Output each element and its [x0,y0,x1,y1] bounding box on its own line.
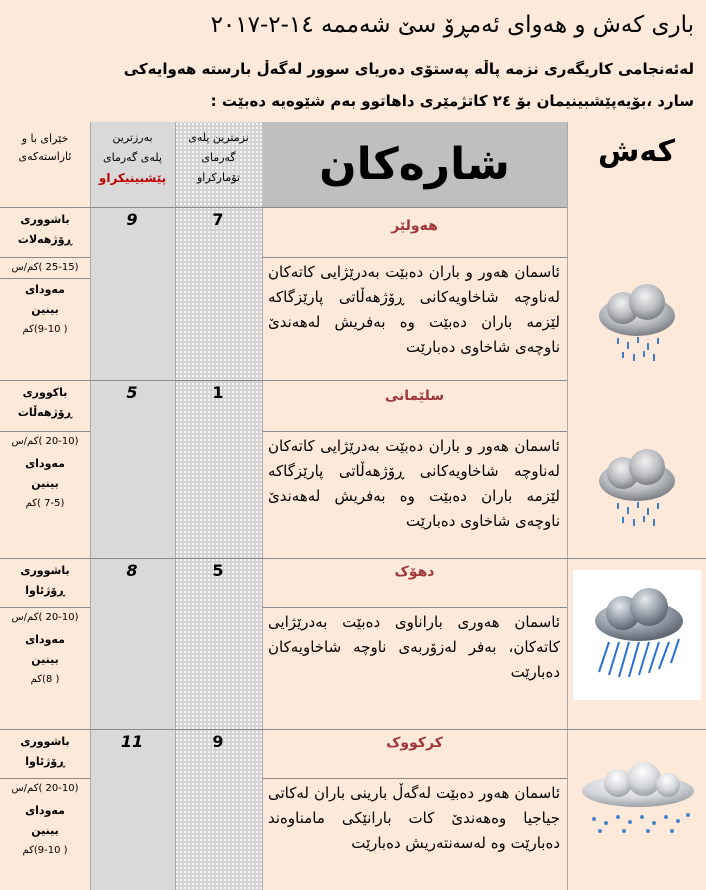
forecast-table [0,122,706,890]
heavy-rain-icon [573,570,701,700]
max-temp-erbil: 9 [126,210,138,229]
min-temp-duhok: 5 [212,561,224,580]
description-kirkuk: ئاسمان هەور دەبێت لەگەڵ بارینی باران لەکاتی جیاجیا وەهەندێ کات بارانێکی مامناوەند دەبارێت وە لەسەنتەریش دەبارێت [268,784,560,852]
description-sulaymaniyah: ئاسمان هەور و باران دەبێت بەدرێژایی کاتەکان لەناوچە شاخاویەکانی ڕۆژهەڵاتی پارێزگاکە لێزمە باران دەبێت وە بەفریش لەهەندێ ناوچەی شاخاوی دەبارێت [268,437,560,530]
weather-column-header: کەش [597,134,676,169]
description-duhok: ئاسمان هەوری باراناوی دەبێت بەدرێژایی کاتەکان، بەفر لەزۆربەی ناوچە شاخاویەکان دەبارێت [268,613,560,681]
cloud-drizzle-icon [567,742,706,852]
min-temp-column-header: نزمترین پلەی گەرمای تۆمارکراو [188,131,249,184]
cities-column-header: شارەکان [262,122,567,207]
max-temp-sulaymaniyah: 5 [126,383,138,402]
city-name-kirkuk: کرکووک [386,735,443,751]
description-erbil: ئاسمان هەور و باران دەبێت بەدرێژایی کاتەکان لەناوچە شاخاویەکانی ڕۆژهەڵاتی پارێزگاکە لێزمە باران دەبێت وە بەفریش لەهەندێ ناوچەی شاخاوی دەبارێت [268,263,560,356]
city-name-sulaymaniyah: سلێمانی [384,388,445,404]
report-title: باری کەش و هەوای ئەمڕۆ سێ شەممە ١٤-٢-٢٠١٧ [210,12,694,38]
visibility-erbil: مەودای بینین ( 9-10)کم [22,283,68,335]
cloud-rain-icon [567,422,706,552]
cloud-rain-icon [567,257,706,387]
min-temp-column [175,122,262,890]
wind-speed-duhok: (20-10 )کم/س [11,612,79,623]
wind-direction-kirkuk: باشووری ڕۆژئاوا [20,735,70,768]
wind-direction-duhok: باشووری ڕۆژئاوا [20,564,70,597]
min-temp-kirkuk: 9 [212,732,224,751]
report-header [0,0,706,122]
visibility-kirkuk: مەودای بینین ( 9-10)کم [22,804,68,856]
visibility-duhok: مەودای بینین ( 8)کم [25,633,65,685]
wind-speed-sulaymaniyah: (20-10 )کم/س [11,436,79,447]
city-name-erbil: هەولێر [391,218,438,234]
report-intro-line-2: سارد ،بۆیەپێشبینیمان بۆ ٢٤ کاتژمێری داهاتوو بەم شێوەیە دەبێت : [210,92,694,110]
wind-speed-kirkuk: (20-10 )کم/س [11,783,79,794]
min-temp-erbil: 7 [212,210,224,229]
max-temp-column-header: بەرزترین پلەی گەرمای پێشبینیکراو [98,131,167,185]
visibility-sulaymaniyah: مەودای بینین (7-5 )کم [25,457,65,509]
wind-speed-erbil: (25-15 )کم/س [11,262,79,273]
max-temp-kirkuk: 11 [120,732,144,751]
wind-direction-erbil: باشووری ڕۆژهەلات [17,213,73,246]
min-temp-sulaymaniyah: 1 [212,383,224,402]
max-temp-column [90,122,175,890]
wind-column-header: خێرای با و ئاراستەکەی [18,132,72,163]
wind-direction-sulaymaniyah: باکووری ڕۆژهەڵات [17,386,73,419]
max-temp-duhok: 8 [126,561,138,580]
city-name-duhok: دهۆک [394,564,435,580]
report-intro-line-1: لەئەنجامی کاریگەری نزمە پاڵە پەستۆی دەریای سوور لەگەڵ بارستە هەوایەکی [123,60,694,78]
